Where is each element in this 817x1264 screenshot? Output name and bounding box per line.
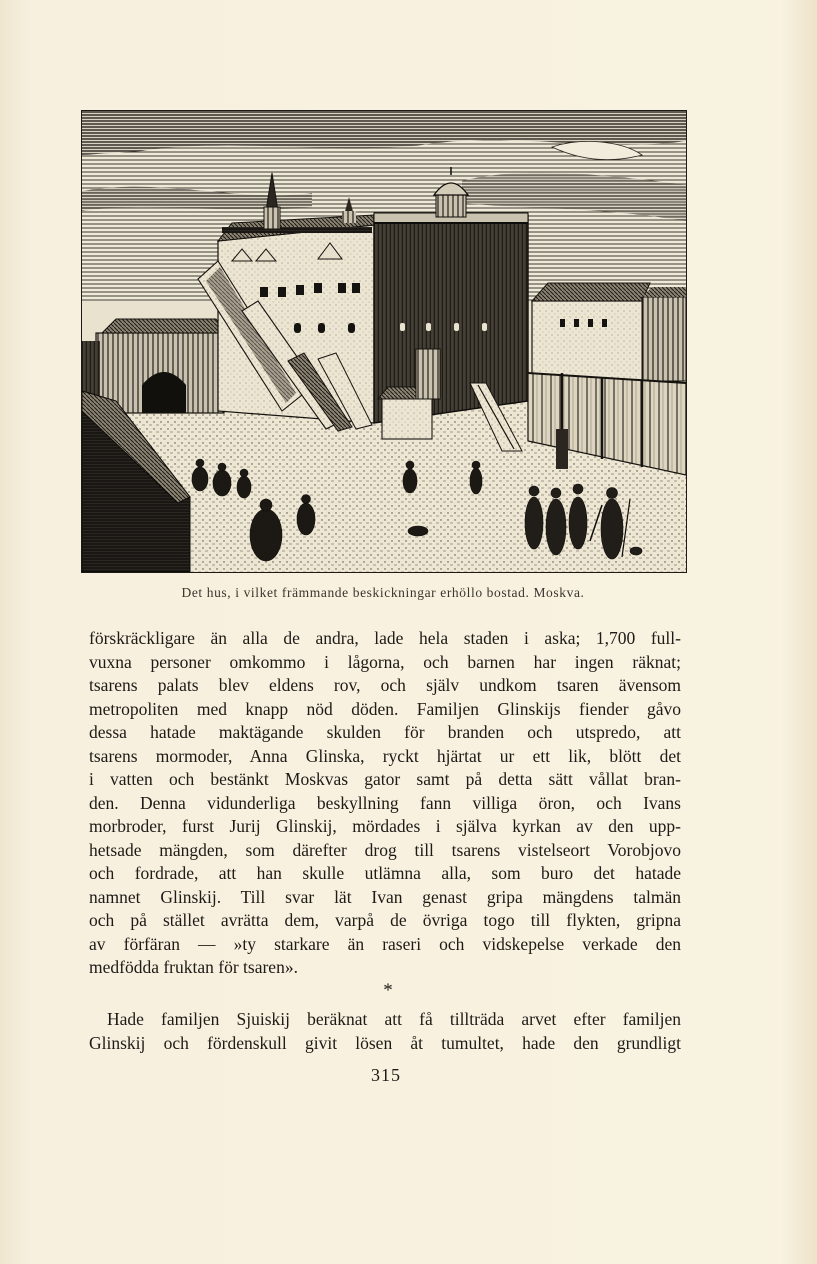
text-line: den. Denna vidunderliga beskyllning fann villiga öron, och Ivans (89, 792, 681, 813)
text-line: namnet Glinskij. Till svar lät Ivan genast gripa mängdens talmän (89, 886, 681, 907)
page-number: 315 (371, 1065, 401, 1085)
text-line: medfödda fruktan för tsaren». (89, 957, 298, 977)
text-line: hetsade mängden, som därefter drog till tsarens vistelseort Vorobjovo (89, 839, 681, 860)
text-line: och på stället avrätta dem, varpå de övriga togo till flykten, gripna (89, 910, 681, 930)
text-line: förskräckligare än alla de andra, lade hela staden i aska; 1,700 full- (89, 628, 681, 648)
text-line: metropoliten med knapp nöd döden. Familjen Glinskijs fiender gåvo (89, 698, 681, 719)
text-line: vuxna personer omkommo i lågorna, och barnen har ingen räknat; (89, 651, 681, 672)
text-line: tsarens mormoder, Anna Glinska, ryckt hjärtat ur ett lik, blött det (89, 745, 681, 766)
text-line: Hade familjen Sjuiskij beräknat att få tillträda arvet efter familjen (107, 1009, 681, 1029)
text-line: dessa hatade maktägande skulden för branden och utspredo, att (89, 722, 681, 742)
section-separator: * (383, 980, 393, 1001)
text-line: i vatten och bestänkt Moskvas gator samt på detta sätt vållat bran- (89, 769, 681, 789)
illustration-caption: Det hus, i vilket främmande beskickningar erhöllo bostad. Moskva. (181, 585, 585, 600)
body-paragraph (89, 627, 681, 980)
body-paragraph-second (89, 1008, 681, 1055)
text-line: morbroder, furst Jurij Glinskij, mördades i själva kyrkan av den upp- (89, 816, 681, 836)
text-line: Glinskij och fördenskull givit lösen åt tumultet, hade den grundligt (89, 1032, 681, 1053)
engraving-illustration (81, 110, 687, 573)
text-line: och fordrade, att han skulle utlämna alla, som buro det hatade (89, 863, 681, 883)
text-line: tsarens palats blev eldens rov, och själv undkom tsaren ävensom (89, 675, 681, 695)
text-line: av förfäran — »ty starkare än raseri och vidskepelse verkade den (89, 933, 681, 954)
